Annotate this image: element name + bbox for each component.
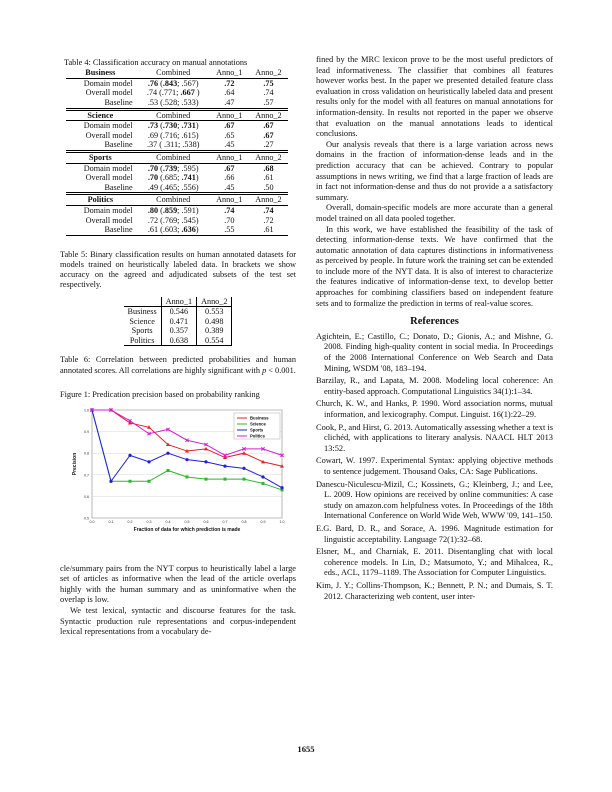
- table-row: [66, 131, 288, 141]
- x-tick-label: 0.6: [203, 520, 209, 525]
- reference-entry: Danescu-Niculescu-Mizil, C.; Kossinets, G.; Kleinberg, J.; and Lee, L. 2009. How opinions are received by online communities: A case study on amazon.com helpfulness votes. In Proceedings of the 18th International Conference on World Wide Web, WWW '09, 141–150.: [316, 479, 553, 521]
- table4-cell: .50: [263, 182, 274, 192]
- x-tick-label: 1.0: [279, 520, 285, 525]
- table4-cell: .74: [224, 205, 235, 215]
- table4-cell: .65: [224, 130, 235, 140]
- left-column: [60, 58, 296, 638]
- table-row: [66, 173, 288, 183]
- table6-cell: 0.553: [197, 307, 232, 317]
- paragraph: cle/summary pairs from the NYT corpus to heuristically label a large set of articles as informative when the lead of the article overlaps highly with the human summary and as uninformative when the overlap is low.: [60, 563, 296, 605]
- data-point: [128, 454, 131, 457]
- table4-cell: .74: [263, 88, 274, 98]
- table4-cell: Domain model: [83, 205, 133, 215]
- reference-entry: Barzilay, R., and Lapata, M. 2008. Modeling local coherence: An entity-based approach. Computational Linguistics 34(1):1–34.: [316, 376, 553, 396]
- left-body-text: [60, 564, 296, 638]
- x-tick-label: 0.2: [127, 520, 133, 525]
- table4-cell: .67: [263, 121, 274, 131]
- table4-cell: .53 (.528; .533): [147, 97, 199, 107]
- table4-cell: Baseline: [104, 182, 133, 192]
- table4-header-cell: Combined: [137, 151, 210, 163]
- table6: [124, 297, 233, 347]
- figure1-chart: [60, 404, 296, 548]
- table4-cell: .68: [263, 163, 274, 173]
- reference-entry: Church, K. W., and Hanks, P. 1990. Word association norms, mutual information, and lexicography. Comput. Linguist. 16(1):22–29.: [316, 399, 553, 419]
- table4-header-cell: Science: [66, 109, 137, 121]
- data-point: [262, 482, 265, 485]
- table-row: [124, 326, 232, 336]
- table4-cell: .55: [210, 225, 249, 235]
- table4-cell: .45: [224, 182, 235, 192]
- data-point: [166, 452, 169, 455]
- table4-cell: .67: [224, 121, 235, 131]
- references-heading: References: [410, 316, 459, 328]
- x-tick-label: 0.8: [241, 520, 247, 525]
- table4-cell: Domain model: [83, 121, 133, 131]
- x-tick-label: 0.1: [108, 520, 114, 525]
- table6-cell: Business: [127, 307, 157, 317]
- figure1-caption: Figure 1: Predication precision based on probability ranking: [60, 389, 260, 399]
- table4-header-cell: Anno_1: [210, 109, 249, 121]
- table4-cell: Domain model: [83, 78, 133, 88]
- table6-cell: Politics: [124, 336, 162, 346]
- table6-header: [124, 297, 232, 307]
- reference-entry: Elsner, M., and Charniak, E. 2011. Disentangling chat with local coherence models. In Lin, D.; Matsumoto, Y.; and Mihalcea, R., eds., ACL, 1179–1189. The Association for Computer Linguistics.: [316, 547, 553, 578]
- paragraph: In this work, we have established the feasibility of the task of detecting information-dense texts. We have confirmed that the automatic annotation of data captures distinctions in informativeness as perceived by people. In future work the training set can be extended to include more of the NYT data. It is also of interest to characterize the features indicative of information-dense text, to develop better approaches for combining classifiers based on independent feature sets and to formalize the prediction in terms of real-value scores.: [316, 224, 553, 308]
- table4-header-cell: Combined: [137, 109, 210, 121]
- table4-section-header: [66, 68, 288, 78]
- table4-header-cell: Anno_2: [249, 109, 288, 121]
- table4-cell: .67: [263, 130, 274, 140]
- page-number: 1655: [297, 744, 315, 754]
- table-row: [66, 98, 288, 109]
- x-tick-label: 0.5: [184, 520, 190, 525]
- legend-label: Science: [250, 421, 266, 427]
- table4-caption: Table 4: Classification accuracy on manual annotations: [64, 58, 248, 67]
- data-point: [242, 467, 245, 470]
- table6-caption: Table 6: Correlation between predicted probabilities and human annotated scores. All correlations are highly significant with p < 0.001.: [60, 355, 296, 375]
- table4-header-cell: Business: [66, 68, 137, 78]
- table4-cell: Overall model: [85, 130, 133, 140]
- table4-cell: .76 (.843; .567): [147, 78, 199, 88]
- table4-cell: .64: [224, 88, 235, 98]
- data-point: [204, 460, 207, 463]
- reference-entry: Kim, J. Y.; Collins-Thompson, K.; Bennett, P. N.; and Dumais, S. T. 2012. Characterizing web content, user inter-: [316, 580, 553, 601]
- y-tick-label: 0.7: [84, 473, 89, 478]
- table-row: [124, 336, 232, 346]
- x-axis-label: Fraction of data for which prediction is made: [133, 527, 241, 534]
- table4-cell: .80 (.859; .591): [147, 205, 199, 215]
- table4-cell: Domain model: [83, 163, 133, 173]
- table-row: [124, 317, 232, 327]
- data-point: [186, 476, 189, 479]
- y-tick-label: 0.5: [84, 516, 89, 521]
- table-row: [124, 307, 232, 317]
- data-point: [205, 478, 208, 481]
- table4-cell: Baseline: [66, 225, 137, 235]
- table4-cell: .49 (.465; .556): [147, 182, 199, 192]
- x-tick-label: 0.7: [222, 520, 228, 525]
- table4-header-cell: Combined: [137, 194, 210, 206]
- table4-cell: .74: [263, 205, 274, 215]
- table4-header-cell: Anno_2: [249, 194, 288, 206]
- table4-cell: .70 (.685; .741): [147, 173, 199, 183]
- table4-cell: .45: [224, 140, 235, 150]
- data-point: [261, 475, 264, 478]
- paragraph: We test lexical, syntactic and discourse features for the task. Syntactic production rule representations and corpus-independent lexical representations from a vocabulary de-: [60, 606, 296, 637]
- table-row: [66, 216, 288, 226]
- table6-cell: 0.389: [197, 326, 232, 336]
- data-point: [243, 478, 246, 481]
- table6-cell: 0.554: [197, 336, 232, 346]
- table4-cell: .70: [224, 215, 235, 225]
- table-row: [66, 88, 288, 98]
- right-body-text: [316, 55, 553, 309]
- table6-cell: 0.638: [161, 336, 196, 346]
- table6-cell: Science: [129, 316, 155, 326]
- table-row: [66, 78, 288, 88]
- data-point: [185, 458, 188, 461]
- reference-entry: E.G. Bard, D. R., and Sorace, A. 1996. Magnitude estimation for linguistic acceptability. Language 72(1):32–68.: [316, 523, 553, 544]
- table4-cell: Overall model: [85, 88, 133, 98]
- table4-cell: .61: [263, 173, 274, 183]
- table4-cell: Overall model: [85, 215, 133, 225]
- table-row: [66, 140, 288, 151]
- table4-header-cell: Sports: [66, 151, 137, 163]
- table4-cell: .70 (.739; .595): [147, 163, 199, 173]
- table4-section-header: [66, 151, 288, 163]
- table-row: [66, 183, 288, 194]
- table4-header-cell: Anno_2: [249, 151, 288, 163]
- table4-cell: .72 (.769; .545): [147, 215, 199, 225]
- table-row: [66, 163, 288, 173]
- paragraph: Our analysis reveals that there is a large variation across news domains in the fraction of information-dense leads and in the prediction accuracy that can be achieved. Contrary to popular assumptions in news writing, we find that a large fraction of leads are in fact not information-dense and thus do not provide a a satisfactory summary.: [316, 139, 553, 202]
- data-point: [148, 480, 151, 483]
- table4-header-cell: Anno_1: [210, 151, 249, 163]
- table6-cell: 0.498: [197, 317, 232, 327]
- data-point: [129, 480, 132, 483]
- table4-cell: .69 (.716; .615): [147, 130, 199, 140]
- x-tick-label: 0.4: [165, 520, 171, 525]
- table4-cell: .66: [224, 173, 235, 183]
- table4-header-cell: Anno_1: [210, 194, 249, 206]
- x-tick-label: 0.3: [146, 520, 152, 525]
- table4-section-header: [66, 109, 288, 121]
- reference-entry: Cowart, W. 1997. Experimental Syntax: applying objective methods to sentence judgement. Thousand Oaks, CA: Sage Publications.: [316, 456, 553, 476]
- table6-cell: 0.357: [161, 326, 196, 336]
- legend-label: Politics: [250, 433, 265, 439]
- table4-cell: .57: [263, 97, 274, 107]
- reference-entry: Cook, P., and Hirst, G. 2013. Automatically assessing whether a text is clichéd, with applications to literary analysis. NAACL HLT 2013 13:52.: [316, 422, 553, 453]
- table4-cell: Overall model: [85, 173, 133, 183]
- table5-caption: Table 5: Binary classification results on human annotated datasets for models trained on heuristically labeled data. In brackets we show accuracy on the agreed and adjudicated subsets of the test set respectively.: [60, 249, 296, 290]
- table4-cell: .67: [224, 163, 235, 173]
- table4-cell: .61 (.603; .636): [137, 225, 210, 235]
- y-axis-label: Precision: [72, 452, 78, 476]
- table6-cell: 0.471: [161, 317, 196, 327]
- table4-cell: .47: [224, 97, 235, 107]
- table4-cell: .75: [263, 78, 274, 88]
- x-tick-label: 0.9: [260, 520, 266, 525]
- table-row: [66, 225, 288, 235]
- table4-cell: Baseline: [104, 140, 133, 150]
- legend-label: Business: [250, 415, 269, 421]
- table6-cell: 0.546: [161, 307, 196, 317]
- table6-header-cell: Anno_1: [161, 297, 196, 307]
- table4-cell: .72: [263, 215, 274, 225]
- data-point: [167, 469, 170, 472]
- table6-header-cell: [124, 297, 162, 307]
- table4-header-cell: Anno_1: [210, 68, 249, 78]
- data-point: [147, 460, 150, 463]
- x-tick-label: 0.0: [89, 520, 95, 525]
- table4-cell: Baseline: [104, 97, 133, 107]
- table4-cell: .27: [263, 140, 274, 150]
- y-tick-label: 0.9: [84, 430, 89, 435]
- table-row: [66, 121, 288, 131]
- table6-header-cell: Anno_2: [197, 297, 232, 307]
- table4-cell: .73 (.730; .731): [147, 121, 199, 131]
- paragraph: fined by the MRC lexicon prove to be the most useful predictors of lead informativeness. The classifier that combines all features however works best. In the paper we presented detailed feature class evaluation in cross validation on heuristically labeled data and present results only for the model with all features on manual annotations for information-density. In results not reported in the paper we observe that evaluation on the manual annotations leads to identical conclusions.: [316, 55, 553, 139]
- table4-cell: .61: [249, 225, 288, 235]
- references-list: [316, 332, 553, 602]
- data-point: [280, 486, 283, 489]
- table4-section-header: [66, 194, 288, 206]
- y-tick-label: 1.0: [84, 408, 89, 413]
- y-tick-label: 0.6: [84, 494, 89, 499]
- table4-header-cell: Politics: [66, 194, 137, 206]
- data-point: [223, 465, 226, 468]
- paragraph: Overall, domain-specific models are more accurate than a general model trained on all data pooled together.: [316, 203, 553, 223]
- table4-header-cell: Anno_2: [249, 68, 288, 78]
- data-point: [224, 478, 227, 481]
- table-row: [66, 205, 288, 215]
- right-column: [316, 55, 553, 604]
- table4-cell: .37 ( .311; .538): [146, 140, 200, 150]
- data-point: [109, 480, 112, 483]
- y-tick-label: 0.8: [84, 451, 89, 456]
- legend-label: Sports: [250, 427, 264, 433]
- table4: [66, 68, 288, 236]
- table4-header-cell: Combined: [137, 68, 210, 78]
- table4-cell: .74 (.771; .667 ): [146, 88, 200, 98]
- table6-cell: Sports: [131, 326, 153, 336]
- reference-entry: Agichtein, E.; Castillo, C.; Donato, D.; Gionis, A.; and Mishne, G. 2008. Finding high-quality content in social media. In Proceedings of the 2008 International Conference on Web Search and Data Mining, WSDM '08, 183–194.: [316, 331, 553, 373]
- table4-cell: .72: [224, 78, 235, 88]
